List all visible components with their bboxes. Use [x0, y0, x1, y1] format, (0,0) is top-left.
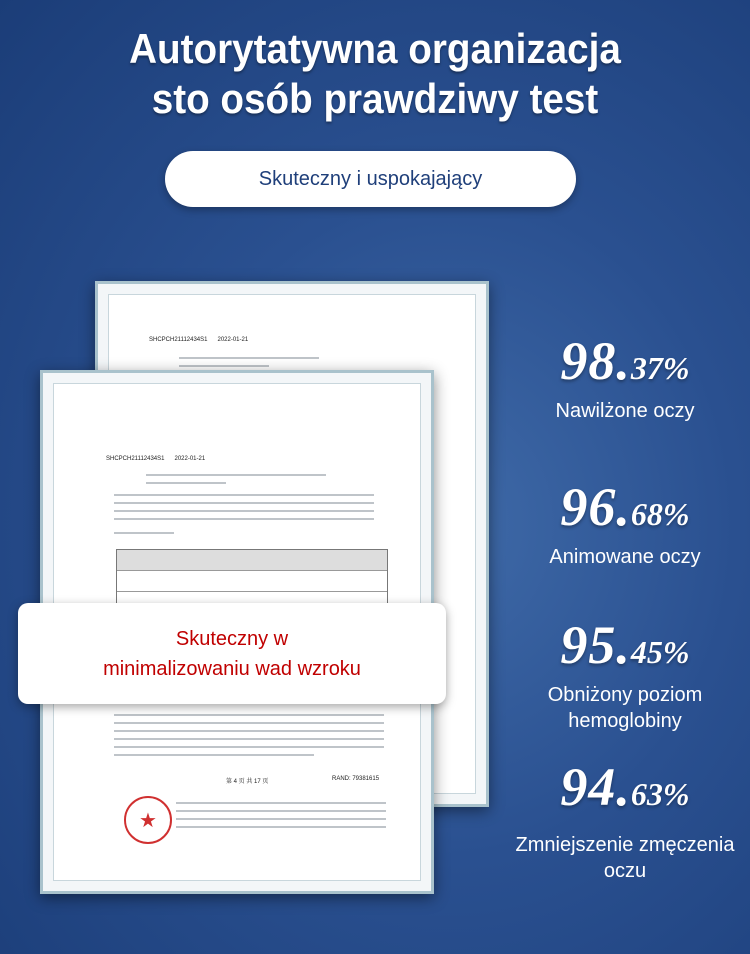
text-line — [114, 738, 384, 740]
text-line — [114, 746, 384, 748]
stat-hemoglobin — [505, 614, 745, 734]
text-line — [114, 730, 384, 732]
text-line — [176, 802, 386, 804]
stat-fatigue — [505, 756, 745, 884]
headline-line-2: sto osób prawdziwy test — [151, 75, 599, 122]
table-row — [117, 571, 387, 592]
rand-code: RAND: 79381615 — [332, 776, 380, 782]
stat-percentage: 96.68% — [560, 477, 690, 537]
report-number: SHCPCH21112434S1 — [149, 337, 208, 343]
text-line — [114, 754, 314, 756]
text-line — [114, 532, 174, 534]
report-date: 2022-01-21 — [217, 337, 249, 343]
page-number: 第 4 页 共 17 页 — [226, 779, 269, 785]
subtitle-pill — [165, 151, 576, 207]
certification-stamp-icon: ★ — [124, 796, 172, 844]
text-line — [176, 818, 386, 820]
report-header — [106, 456, 205, 462]
text-line — [179, 357, 319, 359]
effect-note-line-2: minimalizowaniu wad wzroku — [103, 657, 361, 680]
report-number: SHCPCH21112434S1 — [106, 456, 165, 462]
headline-line-1: Autorytatywna organizacja — [129, 25, 621, 72]
stat-animated — [505, 476, 745, 570]
text-line — [114, 494, 374, 496]
text-line — [114, 510, 374, 512]
stat-percentage: 98.37% — [560, 331, 690, 391]
text-line — [114, 502, 374, 504]
text-line — [179, 365, 269, 367]
stat-label: Zmniejszenie zmęczenia oczu — [515, 834, 735, 882]
subtitle-pill-label: Skuteczny i uspokajający — [258, 167, 483, 190]
stat-label: Animowane oczy — [549, 546, 701, 568]
stat-moisturized — [505, 330, 745, 424]
text-line — [114, 518, 374, 520]
headline — [30, 24, 720, 124]
report-header — [149, 337, 248, 343]
text-line — [176, 810, 386, 812]
text-line — [176, 826, 386, 828]
text-line — [146, 474, 326, 476]
table-row — [117, 550, 387, 571]
stat-percentage: 94.63% — [560, 757, 690, 817]
text-line — [114, 722, 384, 724]
text-line — [114, 714, 384, 716]
text-line — [146, 482, 226, 484]
effect-note-line-1: Skuteczny w — [175, 627, 289, 650]
stat-label: Obniżony poziom hemoglobiny — [547, 684, 703, 732]
stat-label: Nawilżone oczy — [555, 400, 695, 422]
stat-percentage: 95.45% — [560, 615, 690, 675]
effect-note-card — [18, 603, 446, 704]
report-date: 2022-01-21 — [174, 456, 206, 462]
